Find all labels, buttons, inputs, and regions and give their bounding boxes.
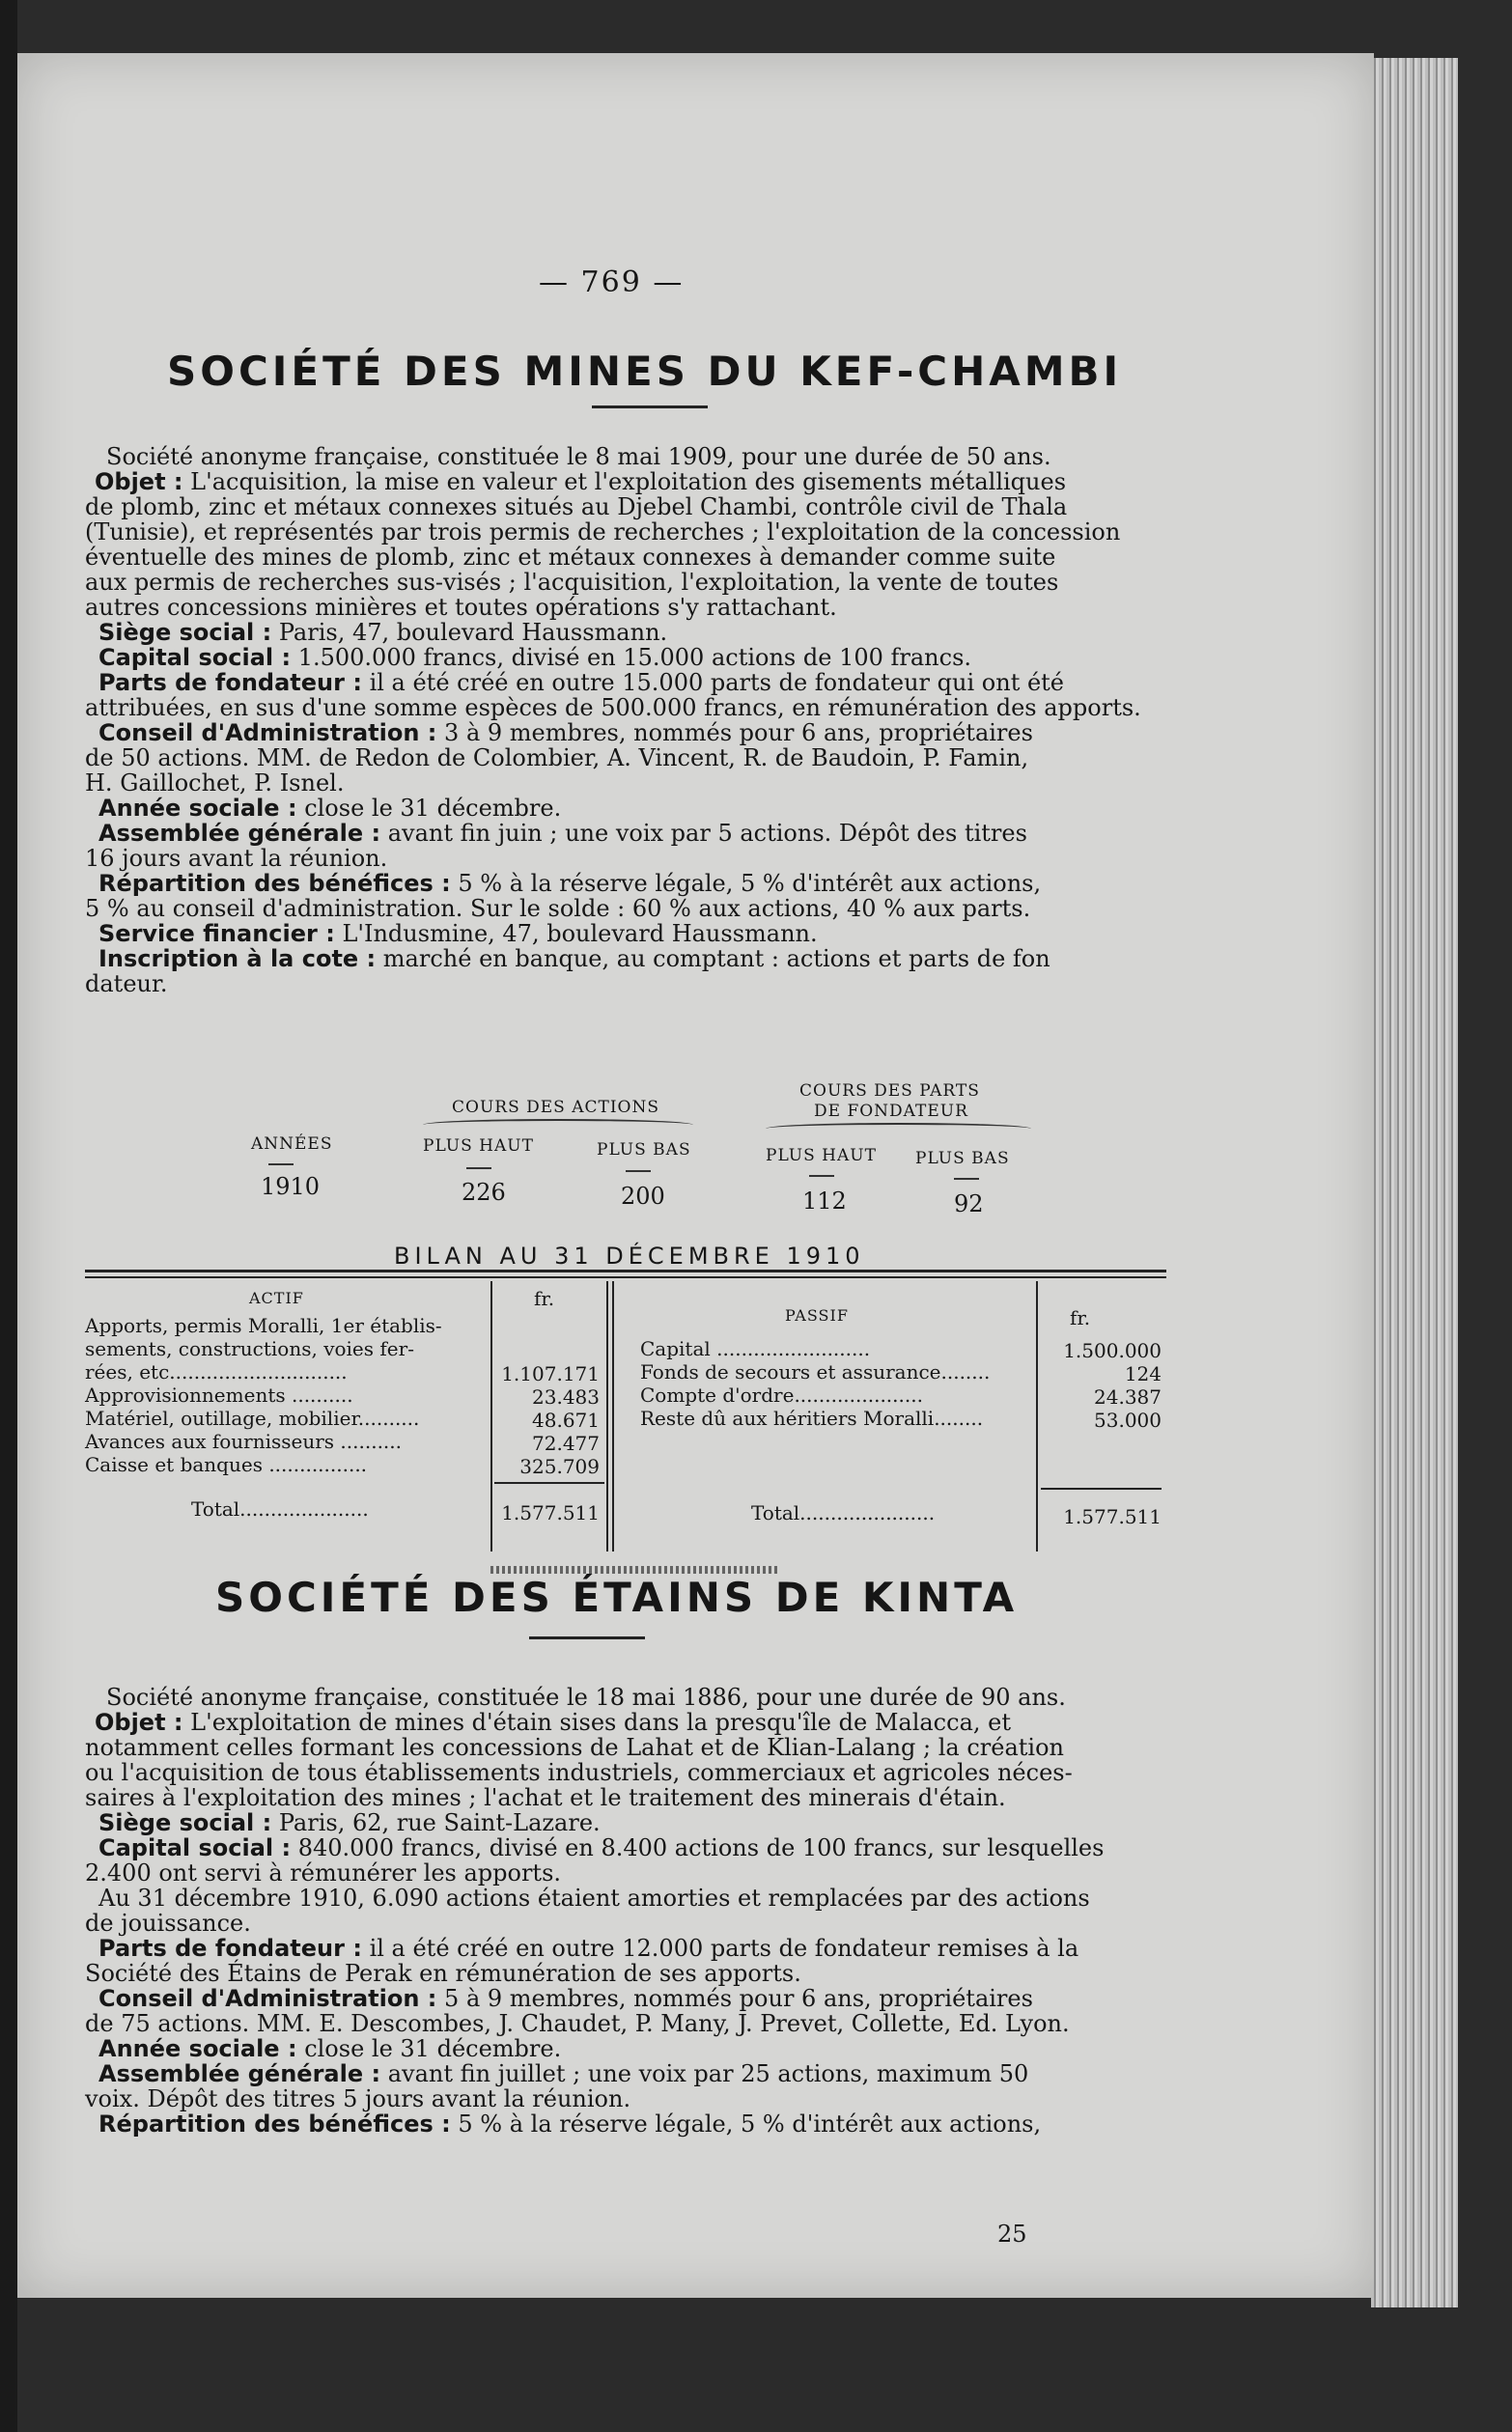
company2-annee [98, 2036, 561, 2061]
company2-conseil [98, 1986, 1033, 2011]
assemblee-text: avant fin juillet ; une voix par 25 actions, maximum 50 [387, 2060, 1029, 2087]
cours-table [191, 1028, 1060, 1241]
passif-total-label: Total...................... [751, 1501, 936, 1524]
company2-intro: Société anonyme française, constituée le 18 mai 1886, pour une durée de 90 ans. [106, 1684, 1066, 1711]
page-edge-left [0, 0, 17, 2432]
company2-capital [98, 1835, 1104, 1860]
actif-row-label: Matériel, outillage, mobilier.......... [85, 1407, 420, 1430]
actif-row-value: 48.671 [532, 1409, 600, 1432]
company1-intro: Société anonyme française, constituée le 8 mai 1909, pour une durée de 50 ans. [106, 443, 1051, 470]
company1-service [98, 921, 818, 946]
bilan-top-rule [85, 1276, 1166, 1278]
actif-row-label: Apports, permis Moralli, 1er établis- [85, 1314, 442, 1337]
company1-objet [95, 469, 1066, 494]
service-label: Service financier : [98, 920, 335, 947]
dash [626, 1170, 651, 1172]
company1-inscription-line: dateur. [85, 970, 168, 997]
cours-part-bas: 92 [954, 1190, 984, 1217]
actif-row-value: 72.477 [532, 1432, 600, 1455]
passif-row-label: Capital ......................... [640, 1337, 871, 1360]
actif-row-label: rées, etc............................. [85, 1360, 348, 1384]
passif-unit: fr. [1070, 1306, 1091, 1329]
annee-text: close le 31 décembre. [304, 2035, 562, 2062]
conseil-text: 3 à 9 membres, nommés pour 6 ans, propriétaires [444, 719, 1033, 746]
actif-header: ACTIF [249, 1289, 304, 1307]
company1-repartition [98, 871, 1041, 896]
company1-assemblee-line: 16 jours avant la réunion. [85, 845, 388, 872]
cours-year: 1910 [261, 1173, 321, 1200]
actif-row-value: 1.107.171 [501, 1362, 600, 1385]
cours-parts-header-1: COURS DES PARTS [799, 1081, 980, 1101]
service-text: L'Indusmine, 47, boulevard Haussmann. [342, 920, 818, 947]
company1-repartition-line: 5 % au conseil d'administration. Sur le solde : 60 % aux actions, 40 % aux parts. [85, 895, 1031, 922]
company2-capital-line: 2.400 ont servi à rémunérer les apports. [85, 1859, 562, 1887]
assemblee-label: Assemblée générale : [98, 820, 381, 847]
passif-row-value: 124 [1124, 1362, 1162, 1385]
assemblee-text: avant fin juin ; une voix par 5 actions. Dépôt des titres [387, 820, 1027, 847]
inscription-label: Inscription à la cote : [98, 945, 377, 972]
passif-row-value: 1.500.000 [1063, 1339, 1162, 1362]
capital-label: Capital social : [98, 644, 292, 671]
company2-capital-line: Au 31 décembre 1910, 6.090 actions étaient amorties et remplacées par des actions [98, 1885, 1090, 1912]
actif-row-value: 23.483 [532, 1385, 600, 1409]
company2-objet-line: notamment celles formant les concessions de Lahat et de Klian-Lalang ; la création [85, 1734, 1064, 1761]
bilan-top-rule [85, 1270, 1166, 1272]
repartition-text: 5 % à la réserve légale, 5 % d'intérêt aux actions, [458, 2111, 1042, 2138]
company2-conseil-line: de 75 actions. MM. E. Descombes, J. Chaudet, P. Many, J. Prevet, Collette, Ed. Lyon. [85, 2010, 1070, 2037]
company2-title: SOCIÉTÉ DES ÉTAINS DE KINTA [215, 1574, 1019, 1621]
capital-label: Capital social : [98, 1834, 292, 1861]
company1-title: SOCIÉTÉ DES MINES DU KEF-CHAMBI [167, 348, 1123, 395]
inscription-text: marché en banque, au comptant : actions et parts de fon [382, 945, 1050, 972]
conseil-label: Conseil d'Administration : [98, 1985, 437, 2012]
dash [268, 1163, 294, 1165]
company1-objet-line: éventuelle des mines de plomb, zinc et métaux connexes à demander comme suite [85, 544, 1056, 571]
company1-objet-line: de plomb, zinc et métaux connexes situés au Djebel Chambi, contrôle civil de Thala [85, 493, 1068, 520]
assemblee-label: Assemblée générale : [98, 2060, 381, 2087]
annee-text: close le 31 décembre. [304, 795, 562, 822]
siege-label: Siège social : [98, 619, 272, 646]
company2-parts-line: Société des Étains de Perak en rémunération de ses apports. [85, 1960, 801, 1987]
siege-text: Paris, 47, boulevard Haussmann. [278, 619, 668, 646]
annee-label: Année sociale : [98, 795, 297, 822]
company1-conseil [98, 720, 1033, 745]
objet-label: Objet : [95, 1709, 183, 1736]
passif-row-label: Compte d'ordre..................... [640, 1384, 923, 1407]
company1-inscription [98, 946, 1050, 971]
company1-conseil-line: de 50 actions. MM. de Redon de Colombier, A. Vincent, R. de Baudoin, P. Famin, [85, 744, 1029, 771]
cours-part-haut: 112 [802, 1188, 847, 1215]
passif-row-value: 53.000 [1094, 1409, 1162, 1432]
company2-siege [98, 1810, 601, 1835]
dash [954, 1178, 979, 1180]
parts-text: il a été créé en outre 15.000 parts de fondateur qui ont été [369, 669, 1065, 696]
siege-text: Paris, 62, rue Saint-Lazare. [278, 1809, 601, 1836]
actif-total-value: 1.577.511 [501, 1501, 600, 1524]
dash [809, 1175, 834, 1177]
passif-header: PASSIF [785, 1306, 849, 1325]
actions-plus-bas: PLUS BAS [597, 1140, 691, 1160]
company2-assemblee [98, 2061, 1028, 2086]
annee-label: Année sociale : [98, 2035, 297, 2062]
actif-total-label: Total..................... [191, 1497, 369, 1521]
passif-row-label: Fonds de secours et assurance........ [640, 1360, 991, 1384]
company2-repartition [98, 2111, 1041, 2137]
company1-siege [98, 620, 667, 645]
company2-objet [95, 1710, 1011, 1735]
company1-annee [98, 796, 561, 821]
section-separator [490, 1566, 780, 1574]
actif-unit: fr. [534, 1287, 555, 1310]
actif-total-rule [494, 1482, 604, 1484]
capital-text: 840.000 francs, divisé en 8.400 actions de 100 francs, sur lesquelles [297, 1834, 1105, 1861]
conseil-label: Conseil d'Administration : [98, 719, 437, 746]
bilan-table [85, 1270, 1166, 1559]
footer-number: 25 [997, 2221, 1027, 2248]
parts-plus-haut: PLUS HAUT [766, 1146, 877, 1165]
bilan-title: BILAN AU 31 DÉCEMBRE 1910 [394, 1243, 865, 1270]
company1-capital [98, 645, 971, 670]
bilan-divider [606, 1281, 608, 1551]
bilan-divider [612, 1281, 614, 1551]
title-rule-2 [529, 1636, 645, 1639]
actions-brace [423, 1119, 693, 1131]
dash [466, 1167, 491, 1169]
company2-objet-line: ou l'acquisition de tous établissements industriels, commerciaux et agricoles néces- [85, 1759, 1073, 1786]
passif-row-value: 24.387 [1094, 1385, 1162, 1409]
company2-capital-line: de jouissance. [85, 1910, 251, 1937]
objet-label: Objet : [95, 468, 183, 495]
page-stack-edge [1371, 58, 1458, 2307]
actions-plus-haut: PLUS HAUT [423, 1136, 534, 1156]
company1-objet-line: autres concessions minières et toutes opérations s'y rattachant. [85, 594, 837, 621]
parts-label: Parts de fondateur : [98, 1935, 362, 1962]
company1-objet-line: (Tunisie), et représentés par trois permis de recherches ; l'exploitation de la concession [85, 518, 1121, 545]
objet-text: L'exploitation de mines d'étain sises dans la presqu'île de Malacca, et [190, 1709, 1011, 1736]
passif-total-value: 1.577.511 [1063, 1505, 1162, 1528]
company1-parts [98, 670, 1064, 695]
annees-header: ANNÉES [251, 1134, 333, 1154]
company1-assemblee [98, 821, 1027, 846]
company2-parts [98, 1936, 1078, 1961]
repartition-label: Répartition des bénéfices : [98, 870, 451, 897]
bilan-col-rule [1036, 1281, 1038, 1551]
passif-total-rule [1041, 1488, 1162, 1490]
title-rule-1 [592, 405, 708, 408]
repartition-label: Répartition des bénéfices : [98, 2111, 451, 2138]
cours-act-haut: 226 [462, 1179, 506, 1206]
page-number: — 769 — [539, 266, 685, 299]
conseil-text: 5 à 9 membres, nommés pour 6 ans, propriétaires [444, 1985, 1033, 2012]
actif-row-label: Approvisionnements .......... [85, 1384, 353, 1407]
actif-row-label: sements, constructions, voies fer- [85, 1337, 414, 1360]
siege-label: Siège social : [98, 1809, 272, 1836]
repartition-text: 5 % à la réserve légale, 5 % d'intérêt aux actions, [458, 870, 1042, 897]
cours-parts-header-2: DE FONDATEUR [814, 1102, 968, 1121]
company2-assemblee-line: voix. Dépôt des titres 5 jours avant la réunion. [85, 2085, 631, 2112]
company1-parts-line: attribuées, en sus d'une somme espèces de 500.000 francs, en rémunération des apports. [85, 694, 1141, 721]
parts-label: Parts de fondateur : [98, 669, 362, 696]
company2-objet-line: saires à l'exploitation des mines ; l'achat et le traitement des minerais d'étain. [85, 1784, 1006, 1811]
company1-conseil-line: H. Gaillochet, P. Isnel. [85, 769, 345, 797]
actif-row-label: Caisse et banques ................ [85, 1453, 368, 1476]
objet-text: L'acquisition, la mise en valeur et l'exploitation des gisements métalliques [190, 468, 1067, 495]
passif-row-label: Reste dû aux héritiers Moralli........ [640, 1407, 984, 1430]
book-page [17, 53, 1374, 2298]
bilan-col-rule [490, 1281, 492, 1551]
parts-plus-bas: PLUS BAS [915, 1149, 1010, 1168]
actif-row-label: Avances aux fournisseurs .......... [85, 1430, 402, 1453]
parts-text: il a été créé en outre 12.000 parts de fondateur remises à la [369, 1935, 1079, 1962]
company1-objet-line: aux permis de recherches sus-visés ; l'acquisition, l'exploitation, la vente de toutes [85, 569, 1059, 596]
cours-actions-header: COURS DES ACTIONS [452, 1098, 660, 1117]
actif-row-value: 325.709 [519, 1455, 600, 1478]
capital-text: 1.500.000 francs, divisé en 15.000 actions de 100 francs. [297, 644, 972, 671]
cours-act-bas: 200 [621, 1183, 665, 1210]
parts-brace [766, 1123, 1031, 1134]
